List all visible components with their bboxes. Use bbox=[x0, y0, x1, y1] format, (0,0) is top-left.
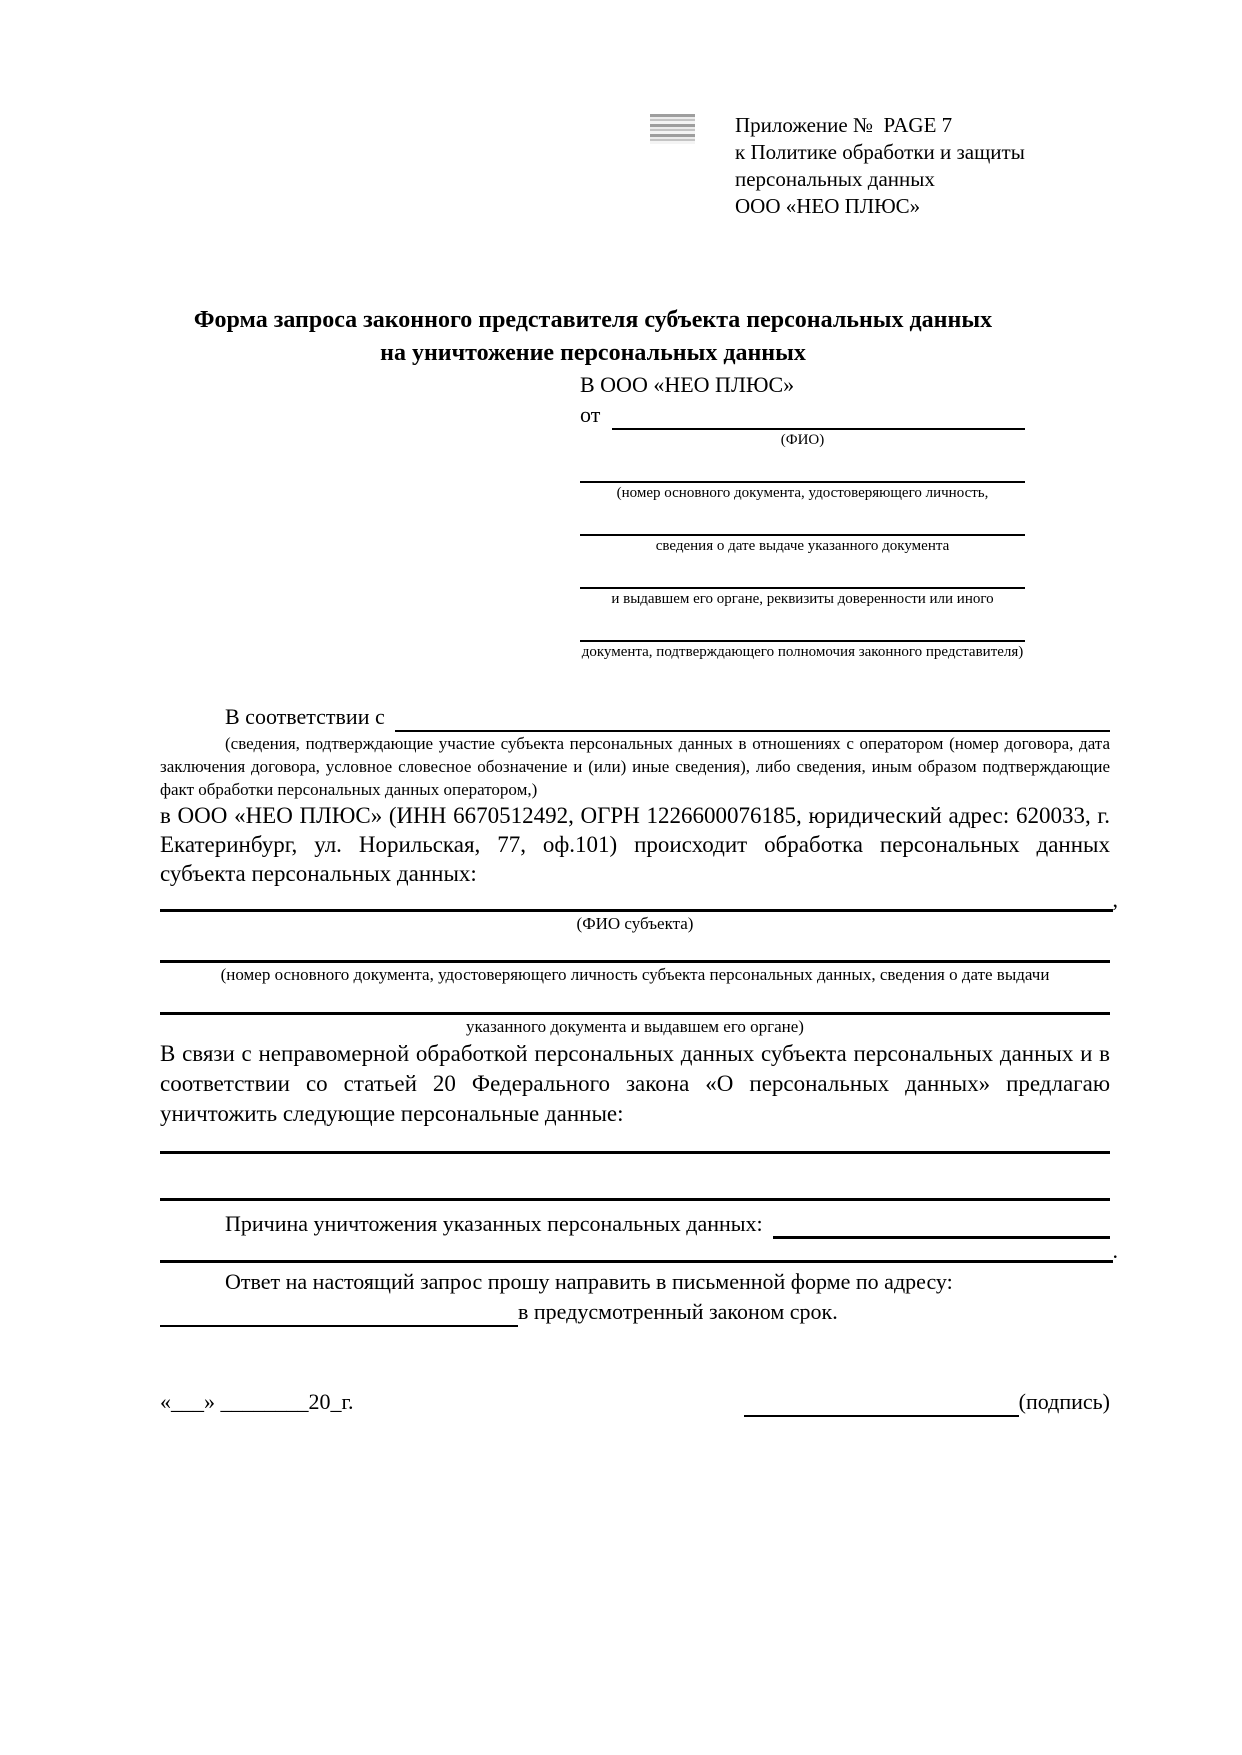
addressee-block bbox=[580, 370, 1025, 662]
accordance-row bbox=[160, 702, 1110, 732]
data-to-destroy-blank-line-1 bbox=[160, 1129, 1110, 1154]
signature-blank-line bbox=[744, 1391, 1019, 1417]
representative-name-blank-line bbox=[612, 400, 1025, 430]
caption-subject-document: (номер основного документа, удостоверяющего личность субъекта персональных данных, сведения о дате выдачи bbox=[220, 965, 1050, 984]
data-to-destroy-blank-line-2 bbox=[160, 1154, 1110, 1201]
addressee-company: В ООО «НЕО ПЛЮС» bbox=[580, 372, 795, 397]
caption-issue-date: сведения о дате выдаче указанного документа bbox=[655, 538, 950, 554]
caption-document-number: (номер основного документа, удостоверяющего личность, bbox=[616, 485, 989, 501]
field-code-stripes-icon bbox=[650, 114, 695, 144]
header-block bbox=[735, 0, 1110, 220]
subject-fio-blank-line bbox=[160, 899, 1113, 912]
accordance-footnote: (сведения, подтверждающие участие субъекта персональных данных в отношениях с оператором (номер договора, дата заключения договора, условное словесное обозначение и (или) иные сведения), либо сведения, иным образом подтверждающие факт обработки персональных данных оператором,) bbox=[160, 734, 1110, 799]
issuing-authority-blank-line bbox=[580, 556, 1025, 589]
from-row bbox=[580, 400, 1025, 430]
caption-authority-document: документа, подтверждающего полномочия законного представителя) bbox=[581, 644, 1024, 660]
reply-address-blank-line bbox=[160, 1299, 518, 1327]
reason-continuation-blank-line bbox=[160, 1240, 1113, 1263]
subject-document-blank-line bbox=[160, 936, 1110, 963]
reply-request-text: Ответ на настоящий запрос прошу направить в письменной форме по адресу: bbox=[225, 1269, 953, 1294]
document-issue-date-blank-line bbox=[580, 503, 1025, 536]
reply-tail-text: в предусмотренный законом срок. bbox=[518, 1299, 838, 1324]
accordance-blank-line bbox=[395, 704, 1110, 732]
document-title-line2: на уничтожение персональных данных bbox=[380, 340, 806, 366]
header-line-company: ООО «НЕО ПЛЮС» bbox=[735, 194, 921, 218]
from-label: от bbox=[580, 402, 601, 427]
operator-paragraph: в ООО «НЕО ПЛЮС» (ИНН 6670512492, ОГРН 1226600076185, юридический адрес: 620033, г. Екатеринбург, ул. Норильская, 77, оф.101) происходит обработка персональных данных субъекта персональных данных: bbox=[160, 803, 1110, 886]
header-line-policy: к Политике обработки и защиты bbox=[735, 140, 1025, 164]
caption-subject-fio: (ФИО субъекта) bbox=[576, 914, 694, 933]
authority-document-blank-line bbox=[580, 609, 1025, 642]
trailing-comma: , bbox=[1112, 887, 1118, 912]
caption-issuing-authority: и выдавшем его органе, реквизиты доверенности или иного bbox=[611, 591, 994, 607]
caption-subject-authority: указанного документа и выдавшем его органе) bbox=[466, 1017, 804, 1036]
header-line-personal-data: персональных данных bbox=[735, 167, 935, 191]
date-blank-text: «___» ________20_г. bbox=[160, 1389, 354, 1414]
subject-authority-blank-line bbox=[160, 987, 1110, 1015]
reason-label: Причина уничтожения указанных персональных данных: bbox=[225, 1211, 763, 1236]
signature-caption: (подпись) bbox=[1018, 1389, 1110, 1414]
accordance-label: В соответствии с bbox=[225, 704, 385, 729]
header-line-appendix: Приложение № PAGE 7 bbox=[735, 113, 953, 137]
document-title bbox=[160, 304, 1026, 370]
caption-fio: (ФИО) bbox=[780, 432, 825, 448]
request-paragraph: В связи с неправомерной обработкой персональных данных субъекта персональных данных и в соответствии со статьей 20 Федерального закона «О персональных данных» предлагаю уничтожить следующие персональные данные: bbox=[160, 1041, 1110, 1126]
reason-continuation-row bbox=[160, 1238, 1118, 1263]
reply-address-row bbox=[160, 1297, 1110, 1327]
reason-blank-line bbox=[773, 1210, 1110, 1239]
reason-row bbox=[160, 1209, 1110, 1239]
representative-document-blank-line bbox=[580, 450, 1025, 483]
trailing-period: . bbox=[1112, 1238, 1118, 1263]
signature-right-group bbox=[744, 1387, 1110, 1417]
document-title-line1: Форма запроса законного представителя субъекта персональных данных bbox=[193, 307, 993, 333]
signature-row bbox=[160, 1387, 1110, 1417]
subject-fio-row bbox=[160, 887, 1118, 912]
